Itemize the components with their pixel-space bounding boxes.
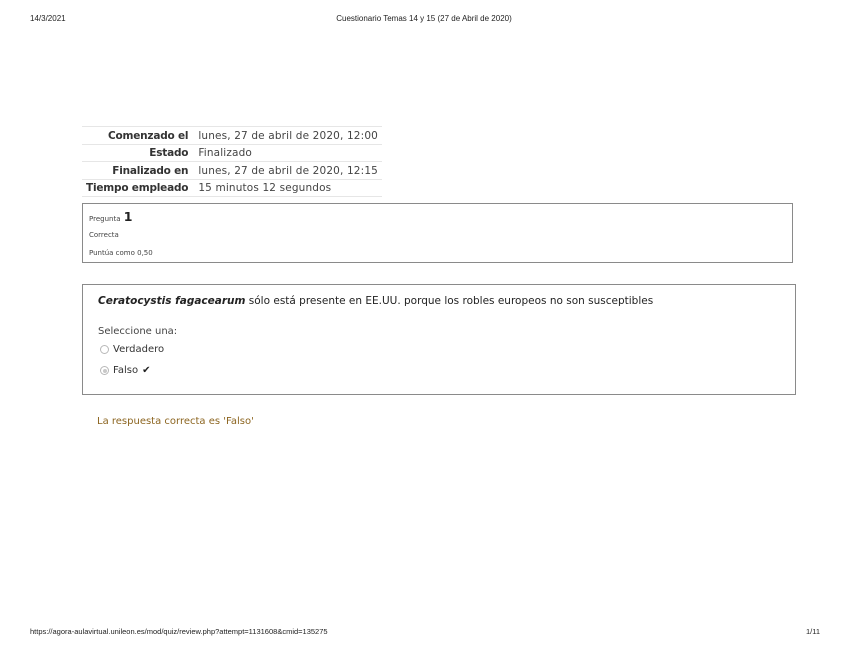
- print-title: Cuestionario Temas 14 y 15 (27 de Abril de 2020): [336, 14, 512, 23]
- question-content-box: [82, 284, 796, 395]
- radio-button-selected[interactable]: [100, 366, 109, 375]
- question-text: [98, 295, 653, 307]
- answer-option-falso[interactable]: [100, 365, 150, 376]
- summary-label: Comenzado el: [82, 127, 192, 145]
- question-label: Pregunta: [89, 215, 121, 223]
- summary-label: Estado: [82, 144, 192, 162]
- print-url: https://agora-aulavirtual.unileon.es/mod/quiz/review.php?attempt=1131608&cmid=135275: [30, 627, 328, 636]
- summary-label: Tiempo empleado: [82, 179, 192, 197]
- summary-row: [82, 127, 382, 145]
- question-grade: Puntúa como 0,50: [89, 249, 153, 257]
- attempt-summary-table: [82, 126, 382, 197]
- summary-value: Finalizado: [192, 144, 382, 162]
- question-number-line: [89, 209, 132, 224]
- summary-row: [82, 144, 382, 162]
- question-state: Correcta: [89, 231, 119, 239]
- summary-row: [82, 162, 382, 180]
- summary-label: Finalizado en: [82, 162, 192, 180]
- question-text-rest: sólo está presente en EE.UU. porque los robles europeos no son susceptibles: [245, 295, 654, 307]
- answer-option-verdadero[interactable]: [100, 344, 164, 355]
- correct-answer-feedback: La respuesta correcta es 'Falso': [97, 416, 254, 427]
- summary-row: [82, 179, 382, 197]
- print-header: [30, 14, 818, 26]
- question-text-italic: Ceratocystis fagacearum: [98, 295, 246, 307]
- summary-value: lunes, 27 de abril de 2020, 12:15: [192, 162, 382, 180]
- print-date: 14/3/2021: [30, 14, 66, 23]
- page-number: 1/11: [805, 627, 820, 636]
- check-icon: ✔: [142, 365, 151, 376]
- radio-button[interactable]: [100, 345, 109, 354]
- print-footer: [30, 627, 820, 639]
- summary-value: 15 minutos 12 segundos: [192, 179, 382, 197]
- option-label: Falso: [113, 365, 139, 376]
- option-label: Verdadero: [113, 344, 165, 355]
- summary-value: lunes, 27 de abril de 2020, 12:00: [192, 127, 382, 145]
- question-info-box: [82, 203, 793, 263]
- question-number: 1: [123, 209, 133, 224]
- answer-prompt: Seleccione una:: [98, 326, 178, 337]
